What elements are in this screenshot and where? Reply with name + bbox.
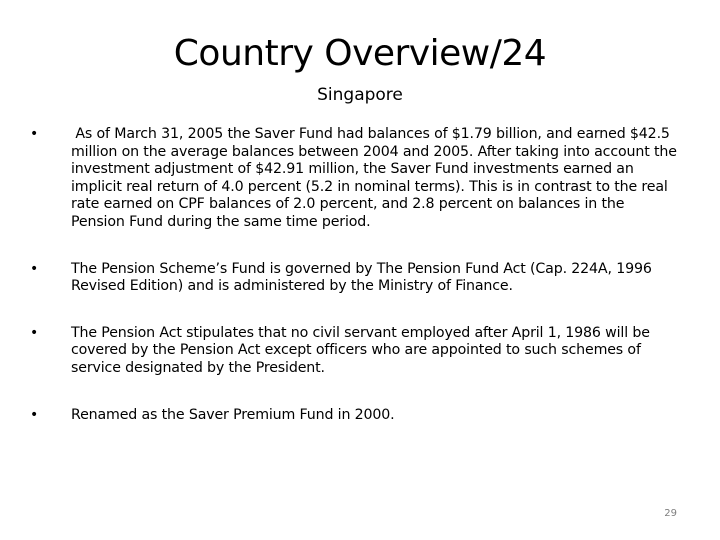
bullet-text: As of March 31, 2005 the Saver Fund had balances of $1.79 billion, and earned $42.5 million on the average balances between 2004 and 2005. After taking into account the investment adjustment of $42.91 million, the Saver Fund investments earned an implicit real return of 4.0 percent (5.2 in nominal terms). This is in contrast to the real rate earned on CPF balances of 2.0 percent, and 2.8 percent on balances in the Pension Fund during the same time period. <box>71 126 682 230</box>
page-number: 29 <box>664 508 677 519</box>
bullet-item <box>30 261 680 296</box>
bullet-item <box>30 325 680 378</box>
slide-subtitle: Singapore <box>317 85 403 105</box>
slide-title: Country Overview/24 <box>173 33 547 74</box>
bullet-list <box>30 126 680 424</box>
bullet-icon: • <box>30 324 39 341</box>
bullet-icon: • <box>30 406 39 423</box>
bullet-item <box>30 407 680 425</box>
bullet-text: The Pension Scheme’s Fund is governed by The Pension Fund Act (Cap. 224A, 1996 Revised Edition) and is administered by the Ministry of Finance. <box>71 260 652 295</box>
bullet-text: The Pension Act stipulates that no civil servant employed after April 1, 1986 will be covered by the Pension Act except officers who are appointed to such schemes of service designated by the President. <box>71 324 650 376</box>
bullet-icon: • <box>30 126 39 142</box>
bullet-icon: • <box>30 260 39 277</box>
bullet-text: Renamed as the Saver Premium Fund in 2000. <box>71 406 395 423</box>
bullet-item <box>30 126 680 232</box>
